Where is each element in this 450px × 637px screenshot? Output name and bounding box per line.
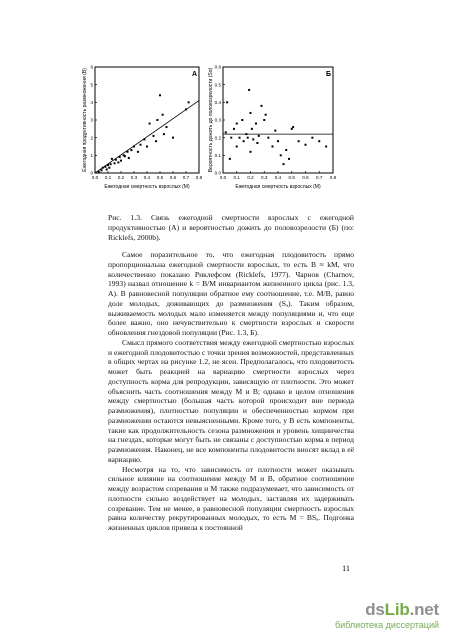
plot-a-y-tick-label: 1	[90, 152, 93, 158]
paragraph-2: Смысл прямого соответствия между ежегодной смертностью взрослых и ежегодной плодовитостью с точки зрения возможностей, представленных в общих чертах на рисунке 1.2, не ясен. Предполагалось, что плодовитость может быть реакцией на вариацию смертности взрослых через доступность корма для репродукции, зависящую от плотности. Это может объяснить часть соотношения между M и B; однако в целом отношения между смертностью (большая часть которой происходит вне периода размножения), плотностью популяции и обеспеченностью кормом при размножении остаются невыясненными. Кроме того, у B есть компоненты, такие как продолжительность сезона размножения и уровень хищничества на гнездах, которые могут быть не связаны с доступностью корма в период размножения. Наконец, не все компоненты плодовитости вносят вклад в её вариацию.	[108, 337, 354, 464]
plot-a-point	[137, 151, 139, 153]
plot-a-point	[156, 119, 158, 121]
plot-b-point	[311, 137, 313, 139]
plot-a-point	[115, 159, 117, 161]
plot-a-point	[128, 157, 130, 159]
plot-a-point	[153, 135, 155, 137]
plot-b-frame	[223, 67, 333, 173]
plot-b-point	[318, 140, 320, 142]
plot-a-x-tick-label: 0.8	[195, 175, 203, 180]
plot-b-point	[283, 163, 285, 165]
plot-b-x-tick-label: 0.7	[316, 175, 323, 180]
plot-a-point	[149, 123, 151, 125]
plot-a-point	[140, 144, 142, 146]
plot-b-point	[292, 126, 294, 128]
plot-a-y-tick-label: 3	[90, 117, 93, 123]
plot-a-point	[119, 156, 121, 158]
paragraph-1: Самое поразительное то, что ежегодная плодовитость прямо пропорциональна ежегодной смертности взрослых, то есть B ≈ kM, что количественно показано Риклефсом (Ricklefs, 1977). Чарнов (Charnov, 1993) назвал отношение k = B/M инвариантом жизненного цикла (рис. 1.3, А). В равновесной популяции обратное ему соотношение, т.е. M/B, равно доле молодых, доживающих до размножения (Sₐ). Таким образом, выживаемость молодых мало изменяется между популяциями и, что еще более важно, оно нечувствительно к смертности взрослых и скорости обновления гнездовой популяции (Рис. 1.3, Б).	[108, 250, 354, 337]
plot-b-point	[285, 149, 287, 151]
plot-a-point	[104, 166, 106, 168]
plot-a-point	[110, 163, 112, 165]
body-text	[108, 250, 354, 533]
plot-a-point	[166, 126, 168, 128]
plot-a-x-tick-label: 0.3	[130, 175, 138, 180]
plot-b-x-tick-label: 0.4	[274, 175, 282, 180]
watermark-tagline: библиотека диссертаций	[334, 620, 439, 630]
watermark-logo-ds: ds	[365, 600, 385, 619]
plot-a-point	[188, 101, 190, 103]
plot-b-point	[277, 140, 279, 142]
watermark	[293, 600, 443, 634]
watermark-logo-net: .net	[409, 600, 439, 619]
plot-b-x-tick-label: 0.3	[261, 175, 268, 180]
plot-a-x-tick-label: 0.5	[156, 175, 164, 180]
plot-b-point	[233, 128, 235, 130]
plot-a-point	[124, 155, 126, 157]
plot-a-point	[106, 168, 108, 170]
plot-a-point	[107, 164, 109, 166]
plot-b-point	[229, 158, 231, 160]
plot-b-letter: Б	[326, 71, 332, 78]
plot-b-point	[298, 140, 300, 142]
plot-a-y-tick-label: 0	[90, 170, 93, 176]
plot-a-x-tick-label: 0.2	[117, 175, 125, 180]
plot-a-y-axis-title: Ежегодная продуктивность размножения (В)	[82, 68, 88, 172]
plot-b-point	[225, 131, 227, 133]
plot-a-point	[101, 169, 103, 171]
plot-a-point	[159, 94, 161, 96]
plot-b-svg	[204, 63, 338, 193]
plot-a-point	[114, 162, 116, 164]
plot-b-point	[288, 158, 290, 160]
plot-b-point	[239, 137, 241, 139]
plot-b	[204, 63, 338, 193]
plot-b-point	[272, 146, 274, 148]
plot-b-point	[261, 105, 263, 107]
plot-b-point	[291, 128, 293, 130]
plot-a-point	[111, 158, 113, 160]
plot-a-point	[155, 140, 157, 142]
plot-a-svg	[78, 63, 203, 193]
figure-caption: Рис. 1.3. Связь ежегодной смертности взрослых с ежегодной продуктивностью (А) и вероятностью дожить до половозрелости (Б) (по: Ricklefs, 2000b).	[108, 213, 354, 243]
plot-b-point	[252, 138, 254, 140]
watermark-logo-lib: Lib	[384, 600, 410, 619]
plot-a-point	[185, 108, 187, 110]
plot-b-point	[247, 137, 249, 139]
plot-b-point	[263, 119, 265, 121]
plot-a-point	[162, 114, 164, 116]
plot-b-point	[256, 142, 258, 144]
plot-b-point	[267, 137, 269, 139]
plot-b-y-axis-title: Вероятность дожить до половозрелости (Sα)	[208, 67, 214, 173]
plot-b-point	[255, 123, 257, 125]
watermark-logo	[365, 600, 439, 620]
plot-b-x-tick-label: 0.8	[329, 175, 337, 180]
plot-b-point	[226, 101, 228, 103]
plot-a-point	[102, 167, 104, 169]
figure-1-3	[78, 63, 338, 213]
plot-b-point	[230, 137, 232, 139]
plot-a-frame	[95, 67, 199, 173]
plot-a-x-tick-label: 0.4	[143, 175, 151, 180]
plot-a-y-tick-label: 5	[90, 82, 93, 88]
plot-b-point	[265, 114, 267, 116]
plot-b-x-tick-label: 0.0	[219, 175, 227, 180]
plot-a-point	[146, 146, 148, 148]
plot-b-y-tick-label: 0.6	[214, 64, 221, 70]
plot-a-x-axis-title: Ежегодная смертность взрослых (М)	[104, 184, 190, 190]
plot-a-y-tick-label: 4	[90, 99, 93, 105]
plot-a-y-tick-label: 6	[90, 64, 93, 70]
plot-b-x-tick-label: 0.2	[247, 175, 254, 180]
plot-b-point	[274, 130, 276, 132]
plot-b-point	[258, 135, 260, 137]
plot-b-point	[280, 154, 282, 156]
plot-b-y-tick-label: 0.3	[214, 117, 221, 123]
plot-b-y-tick-label: 0.0	[214, 170, 221, 176]
plot-a-point	[133, 146, 135, 148]
plot-b-point	[251, 128, 253, 130]
plot-b-point	[241, 119, 243, 121]
plot-b-point	[250, 151, 252, 153]
plot-a-point	[127, 151, 129, 153]
plot-b-point	[236, 146, 238, 148]
plot-b-y-tick-label: 0.5	[214, 82, 221, 88]
plot-b-point	[243, 140, 245, 142]
plot-b-x-tick-label: 0.1	[233, 175, 240, 180]
plot-a-point	[130, 149, 132, 151]
plot-a-x-tick-label: 0.1	[104, 175, 112, 180]
plot-a-point	[117, 161, 119, 163]
plot-b-y-tick-label: 0.1	[214, 152, 221, 158]
plot-a-point	[163, 133, 165, 135]
plot-b-point	[325, 146, 327, 148]
plot-a-x-tick-label: 0.7	[182, 175, 190, 180]
plot-a-letter: А	[192, 71, 198, 78]
plot-b-x-axis-title: Ежегодная смертность взрослых (М)	[235, 184, 321, 190]
plot-b-point	[250, 112, 252, 114]
plot-a	[78, 63, 203, 193]
page-number: 11	[342, 564, 351, 573]
plot-b-y-tick-label: 0.4	[214, 99, 221, 105]
plot-a-point	[172, 137, 174, 139]
plot-a-point	[98, 171, 100, 173]
paragraph-3: Несмотря на то, что зависимость от плотности может оказывать сильное влияние на соотношение между M и B, обратное соотношение между возрастом созревания и M также подразумевает, что зависимость от плотности сильно воздействует на молодых, заставляя их задерживать созревание. Тем не менее, в равновесной популяции смертность взрослых равна количеству рекрутированных молодых, то есть M = BSₐ. Подгонка жизненных циклов привела к постоянной	[108, 464, 354, 532]
plot-b-y-tick-label: 0.2	[214, 135, 221, 141]
plot-b-point	[245, 133, 247, 135]
plot-a-point	[143, 138, 145, 140]
plot-b-point	[305, 144, 307, 146]
plot-a-x-tick-label: 0.6	[169, 175, 177, 180]
plot-a-point	[108, 167, 110, 169]
plot-a-x-tick-label: 0.0	[91, 175, 99, 180]
plot-a-y-tick-label: 2	[90, 135, 93, 141]
plot-b-x-tick-label: 0.6	[302, 175, 309, 180]
plot-b-point	[236, 123, 238, 125]
plot-b-x-tick-label: 0.5	[288, 175, 295, 180]
plot-a-point	[120, 160, 122, 162]
plot-b-point	[248, 89, 250, 91]
